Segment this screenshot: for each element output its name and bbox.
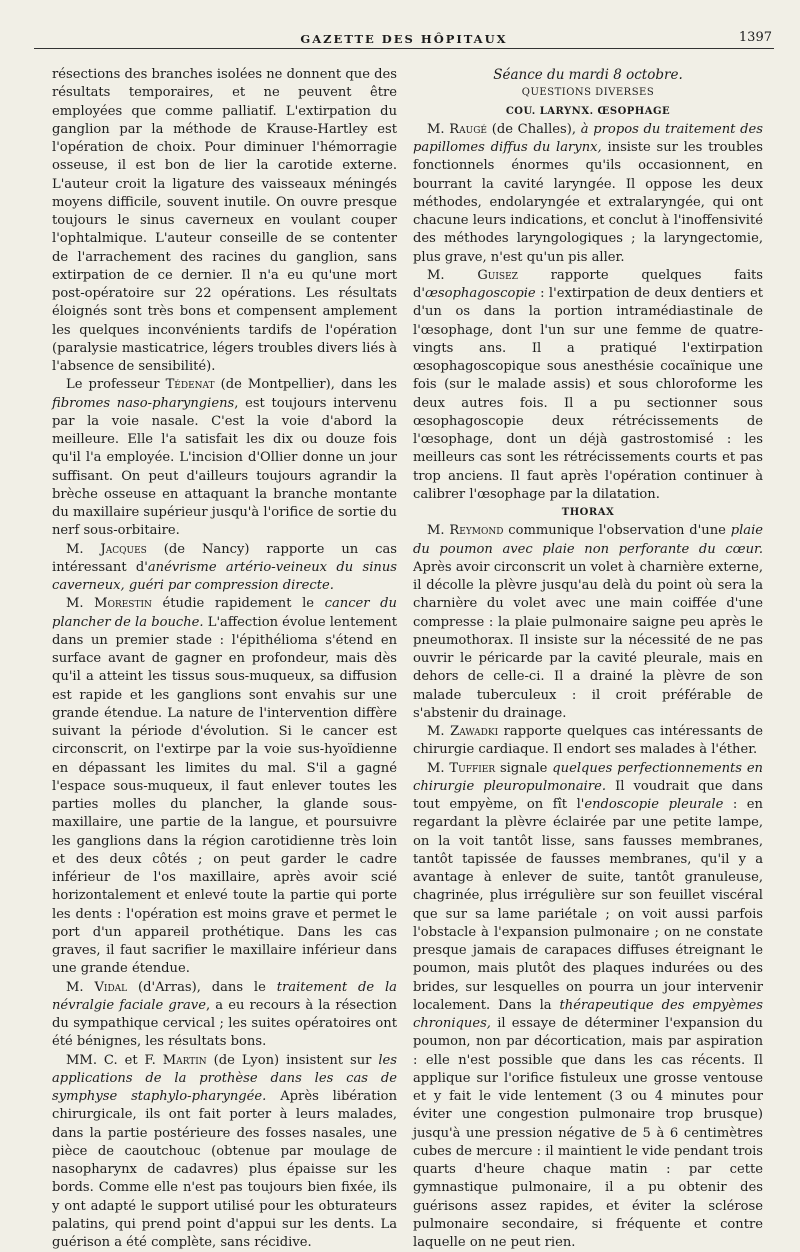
- paragraph-vidal: M. Vidal (d'Arras), dans le traitement de la névralgie faciale grave, a eu recours à la résection du sympathique cervical ; les suites opératoires ont été bénignes, les résultats bons.: [52, 979, 397, 1052]
- paragraph-morestin: M. Morestin étudie rapidement le cancer du plancher de la bouche. L'affection évolue lentement dans un premier stade : l'épithélioma s'étend en surface avant de gagner en profondeur, mais dès qu'il a atteint les tissus sous-muqueux, sa diffusion est rapide et les ganglions sont envahis sur une grande étendue. La nature de l'intervention diffère suivant la période d'évolution. Si le cancer est circonscrit, on l'extirpe par la voie sus-hyoïdienne en dépassant les limites du mal. S'il a gagné l'espace sous-muqueux, il faut enlever toutes les parties molles du plancher, la glande sous-maxillaire, une partie de la langue, et poursuivre les ganglions dans la région carotidienne très loin et des deux côtés ; on peut garder le cadre inférieur de l'os maxillaire, après avoir scié horizontalement et enlevé toute la partie qui porte les dents : l'opération est moins grave et permet le port d'un appareil prothétique. Dans les cas graves, il faut sacrifier le maxillaire inférieur dans une grande étendue.: [52, 595, 397, 978]
- header-rule: [34, 48, 774, 49]
- paragraph-krause: résections des branches isolées ne donnent que des résultats temporaires, et ne peuvent être employées que comme palliatif. L'extirpation du ganglion par la méthode de Krause-Hartley est l'opération de choix. Pour diminuer l'hémorragie osseuse, il est bon de lier la carotide externe. L'auteur croit la ligature des vaisseaux méningés moyens difficile, souvent inutile. On ouvre presque toujours le sinus caverneux en voulant couper l'ophtalmique. L'auteur conseille de se contenter de l'arrachement des racines du ganglion, sans extirpation de ce dernier. Il n'a eu qu'une mort post-opératoire sur 22 opérations. Les résultats éloignés sont très bons et compensent amplement les quelques inconvénients tardifs de l'opération (paralysie masticatrice, légers troubles divers liés à l'absence de sensibilité).: [52, 66, 397, 376]
- right-column: [413, 66, 763, 1252]
- author-name: Vidal: [94, 980, 127, 995]
- author-name: Jacques: [101, 542, 147, 557]
- author-name: Martin: [163, 1053, 207, 1068]
- author-name: Reymond: [449, 523, 503, 538]
- paragraph-guisez: M. Guisez rapporte quelques faits d'œsophagoscopie : l'extirpation de deux dentiers et d'un os dans la portion intramédiastinale de l'œsophage, dont l'un sur une femme de quatre-vingts ans. Il a pratiqué l'extirpation œsophagoscopique sous anesthésie cocaïnique une fois (sur le malade assis) et sous chloroforme les deux autres fois. Il a pu sectionner sous œsophagoscopie deux rétrécissements de l'œsophage, dont un déjà gastrostomisé : les meilleurs cas sont les rétrécissements courts et pas trop anciens. Il faut après l'opération continuer à calibrer l'œsophage par la dilatation.: [413, 267, 763, 504]
- paragraph-tuffier: M. Tuffier signale quelques perfectionnements en chirurgie pleuropulmonaire. Il voudrait que dans tout empyème, on fît l'endoscopie pleurale : en regardant la plèvre éclairée par une petite lampe, on la voit tantôt lisse, sans fausses membranes, tantôt tapissée de fausses membranes, qu'il y a avantage à enlever de suite, tantôt granuleuse, chagrinée, plus irrégulière sur son feuillet viscéral que sur sa lame pariétale ; on voit aussi parfois l'obstacle à l'expansion pulmonaire ; on ne constate presque jamais de carapaces diffuses étreignant le poumon, mais plutôt des plaques indurées ou des brides, sur lesquelles on pourra un jour intervenir localement. Dans la thérapeutique des empyèmes chroniques, il essaye de déterminer l'expansion du poumon, non par décortication, mais par aspiration : elle n'est possible que dans les cas récents. Il applique sur l'orifice fistuleux une grosse ventouse et y fait le vide lentement (3 ou 4 minutes pour éviter une congestion pulmonaire trop brusque) jusqu'à une pression négative de 5 à 6 centimètres cubes de mercure : il maintient le vide pendant trois quarts d'heure chaque matin : par cette gymnastique pulmonaire, il a pu obtenir des guérisons assez rapides, et éviter la sclérose pulmonaire secondaire, si fréquente et contre laquelle on ne peut rien.: [413, 760, 763, 1252]
- page-number: 1397: [739, 30, 772, 45]
- author-name: Zawadki: [450, 724, 498, 739]
- paragraph-reymond: M. Reymond communique l'observation d'une plaie du poumon avec plaie non perforante du cœur. Après avoir circonscrit un volet à charnière externe, il décolle la plèvre jusqu'au delà du point où sera la charnière du volet avec une main coiffée d'une compresse : la plaie pulmonaire saigne peu après le pneumothorax. Il insiste sur la nécessité de ne pas ouvrir le péricarde par la cavité pleurale, mais en dehors de celle-ci. Il a drainé la plèvre de son malade tuberculeux : il croit préférable de s'abstenir du drainage.: [413, 522, 763, 723]
- author-name: Raugé: [449, 122, 487, 137]
- paragraph-zawadki: M. Zawadki rapporte quelques cas intéressants de chirurgie cardiaque. Il endort ses malades à l'éther.: [413, 723, 763, 760]
- paragraph-jacques: M. Jacques (de Nancy) rapporte un cas intéressant d'anévrisme artério-veineux du sinus caverneux, guéri par compression directe.: [52, 541, 397, 596]
- author-name: Morestin: [94, 596, 152, 611]
- author-name: Tuffier: [449, 761, 495, 776]
- session-heading: Séance du mardi 8 octobre.: [413, 66, 763, 84]
- paragraph-tedenat: Le professeur Tédenat (de Montpellier), dans les fibromes naso-pharyngiens, est toujours intervenu par la voie nasale. C'est la voie d'abord la meilleure. Elle l'a satisfait les dix ou douze fois qu'il l'a employée. L'incision d'Ollier donne un jour suffisant. On peut d'ailleurs toujours agrandir la brèche osseuse en attaquant la branche montante du maxillaire supérieur jusqu'à l'orifice de sortie du nerf sous-orbitaire.: [52, 376, 397, 540]
- paragraph-martin: MM. C. et F. Martin (de Lyon) insistent sur les applications de la prothèse dans les cas de symphyse staphylo-pharyngée. Après libération chirurgicale, ils ont fait porter à leurs malades, dans la partie postérieure des fosses nasales, une pièce de caoutchouc (obtenue par moulage de nasopharynx de cadavres) plus épaisse sur les bords. Comme elle n'est pas toujours bien fixée, ils y ont adapté le support utilisé pour les obturateurs palatins, qui prend point d'appui sur les dents. La guérison a été complète, sans récidive.: [52, 1052, 397, 1252]
- section-heading: QUESTIONS DIVERSES: [413, 84, 763, 102]
- left-column: [52, 66, 397, 1252]
- paragraph-rauge: M. Raugé (de Challes), à propos du traitement des papillomes diffus du larynx, insiste sur les troubles fonctionnels énormes qu'ils occasionnent, en bourrant la cavité laryngée. Il oppose les deux méthodes, endolaryngée et extralaryngée, qui ont chacune leurs indications, et conclut à l'inoffensivité des méthodes laryngologiques ; la laryngectomie, plus grave, n'est qu'un pis aller.: [413, 121, 763, 267]
- author-name: Tédenat: [166, 377, 215, 392]
- author-name: Guisez: [477, 268, 518, 283]
- subsection-heading: THORAX: [413, 504, 763, 522]
- journal-title: GAZETTE DES HÔPITAUX: [34, 32, 774, 46]
- page-header: [34, 20, 774, 50]
- subsection-heading: COU. LARYNX. ŒSOPHAGE: [413, 103, 763, 121]
